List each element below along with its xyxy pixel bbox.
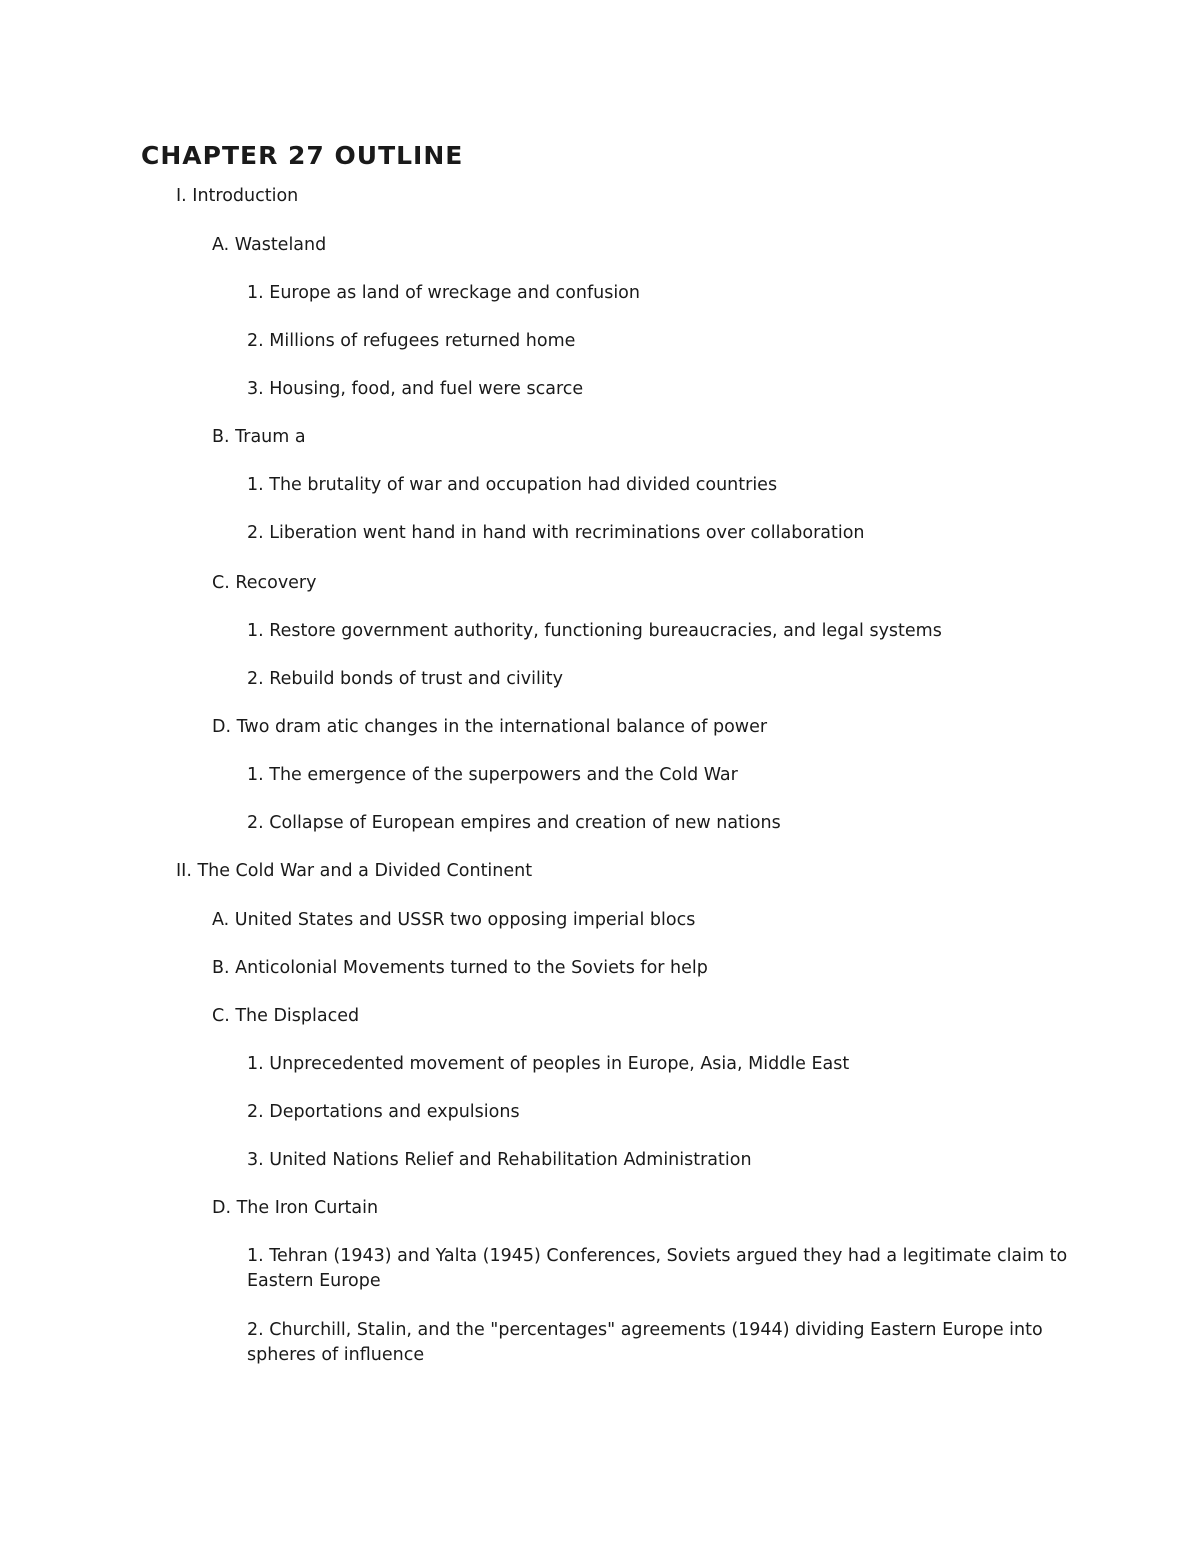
outline-item: 3. United Nations Relief and Rehabilitation Administration xyxy=(247,1150,752,1170)
outline-item: 2. Deportations and expulsions xyxy=(247,1102,520,1122)
outline-subheading: D. Two dram atic changes in the international balance of power xyxy=(212,717,768,737)
outline-item: 1. The emergence of the superpowers and the Cold War xyxy=(247,765,738,785)
outline-item: 2. Collapse of European empires and creation of new nations xyxy=(247,813,781,833)
outline-subheading: C. Recovery xyxy=(212,573,317,593)
outline-item: 2. Churchill, Stalin, and the "percentages" agreements (1944) dividing Eastern Europe into spheres of influence xyxy=(247,1320,1043,1365)
outline-item: 2. Rebuild bonds of trust and civility xyxy=(247,669,563,689)
outline-item: 1. Unprecedented movement of peoples in Europe, Asia, Middle East xyxy=(247,1054,850,1074)
outline-item: 2. Millions of refugees returned home xyxy=(247,331,576,351)
outline-section-heading: I. Introduction xyxy=(176,186,299,206)
outline-item: 3. Housing, food, and fuel were scarce xyxy=(247,379,584,399)
outline-subheading: A. Wasteland xyxy=(212,235,327,255)
outline-subheading: D. The Iron Curtain xyxy=(212,1198,379,1218)
page-title: CHAPTER 27 OUTLINE xyxy=(141,141,464,170)
outline-item: 1. Tehran (1943) and Yalta (1945) Conferences, Soviets argued they had a legitimate claim to Eastern Europe xyxy=(247,1246,1068,1291)
outline-item: 1. The brutality of war and occupation had divided countries xyxy=(247,475,778,495)
outline-subheading: A. United States and USSR two opposing imperial blocs xyxy=(212,910,696,930)
outline-subheading: B. Traum a xyxy=(212,427,306,447)
outline-section-heading: II. The Cold War and a Divided Continent xyxy=(176,861,533,881)
outline-subheading: B. Anticolonial Movements turned to the Soviets for help xyxy=(212,958,708,978)
outline-item: 2. Liberation went hand in hand with recriminations over collaboration xyxy=(247,523,865,543)
outline-item: 1. Restore government authority, functioning bureaucracies, and legal systems xyxy=(247,621,942,641)
outline-item: 1. Europe as land of wreckage and confusion xyxy=(247,283,640,303)
outline-subheading: C. The Displaced xyxy=(212,1006,360,1026)
